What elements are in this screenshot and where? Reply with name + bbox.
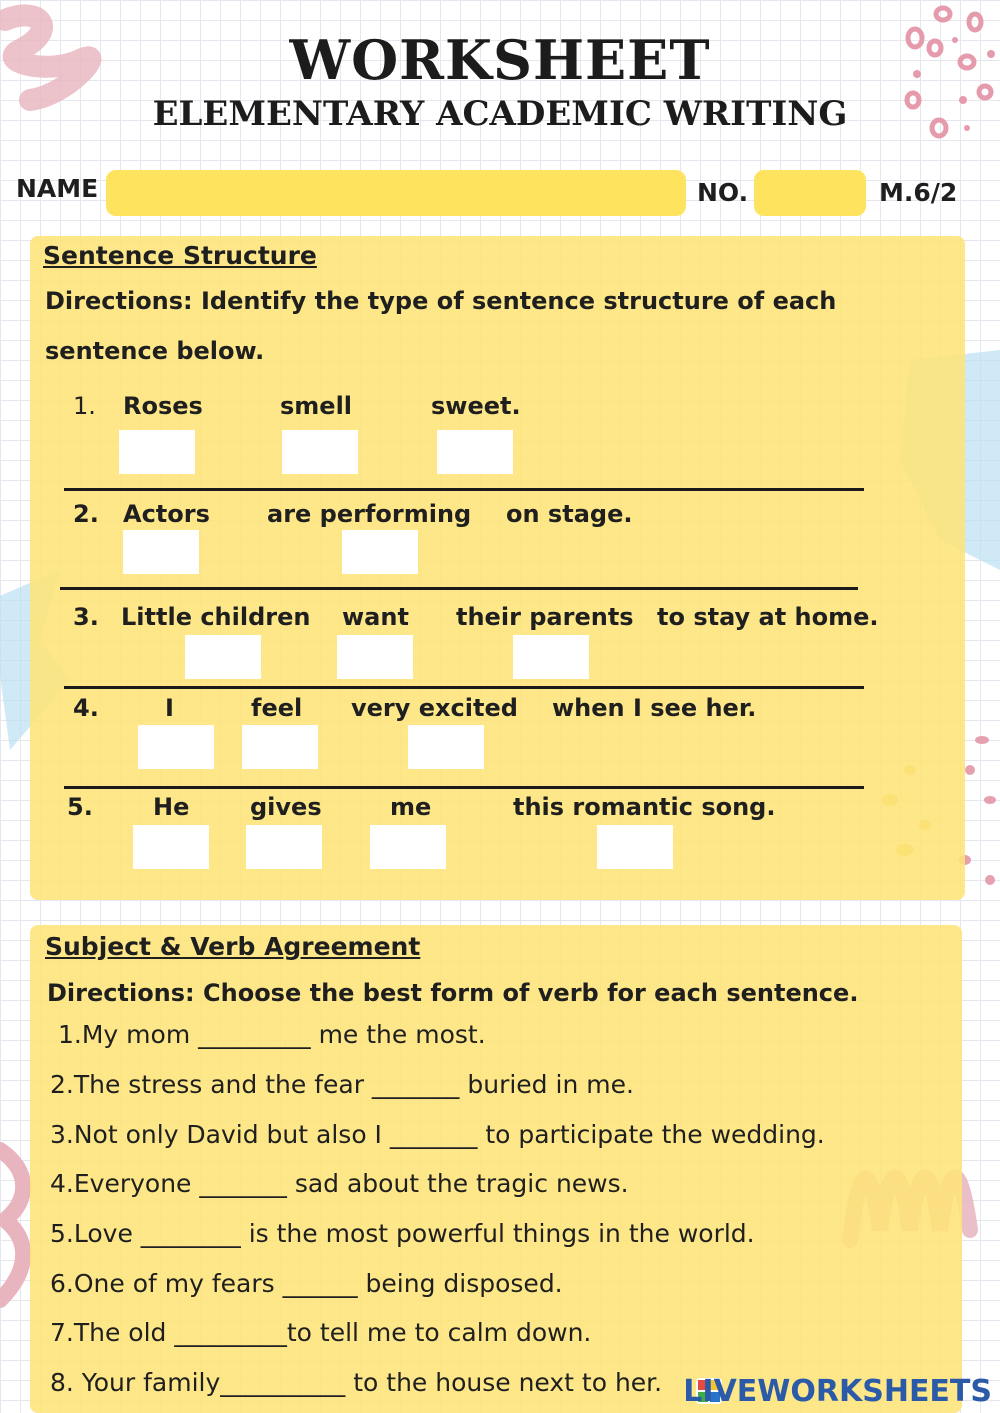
sentence-part: very excited — [351, 694, 518, 722]
question-number: 4. — [50, 1169, 74, 1198]
divider — [64, 686, 864, 689]
question-row — [50, 1269, 563, 1298]
sentence-part: are performing — [267, 500, 472, 528]
answer-box[interactable] — [437, 430, 513, 474]
class-label: M.6/2 — [879, 178, 958, 207]
sentence-part: their parents — [456, 603, 634, 631]
question-row — [50, 1219, 755, 1248]
item-number: 3. — [73, 603, 99, 631]
sentence-part: want — [342, 603, 409, 631]
question-text: My mom _________ me the most. — [81, 1020, 486, 1049]
answer-box[interactable] — [597, 825, 673, 869]
answer-box[interactable] — [123, 530, 199, 574]
answer-box[interactable] — [342, 530, 418, 574]
directions-line-1: Directions: Identify the type of sentence structure of each — [45, 287, 837, 315]
sentence-part: gives — [250, 793, 322, 821]
question-row — [50, 1120, 825, 1149]
answer-box[interactable] — [370, 825, 446, 869]
sentence-part: feel — [251, 694, 303, 722]
divider — [64, 786, 864, 789]
question-number: 2. — [50, 1070, 74, 1099]
sentence-part: Roses — [123, 392, 203, 420]
name-input[interactable] — [106, 170, 686, 216]
question-text: Love ________ is the most powerful things in the world. — [73, 1219, 755, 1248]
sentence-part: to stay at home. — [657, 603, 879, 631]
answer-box[interactable] — [133, 825, 209, 869]
name-label: NAME — [16, 174, 99, 203]
sentence-part: sweet. — [431, 392, 521, 420]
sentence-part: smell — [280, 392, 353, 420]
sentence-part: Little children — [121, 603, 311, 631]
sentence-part: me — [390, 793, 432, 821]
question-row — [50, 1368, 662, 1397]
section-title-sentence-structure: Sentence Structure — [43, 241, 317, 270]
sentence-part: Actors — [123, 500, 210, 528]
answer-box[interactable] — [119, 430, 195, 474]
question-number: 5. — [50, 1219, 74, 1248]
number-label: NO. — [697, 178, 749, 207]
question-text: The stress and the fear _______ buried in me. — [73, 1070, 634, 1099]
answer-box[interactable] — [246, 825, 322, 869]
sentence-part: on stage. — [506, 500, 633, 528]
answer-box[interactable] — [337, 635, 413, 679]
sentence-part: when I see her. — [552, 694, 757, 722]
question-number: 6. — [50, 1269, 74, 1298]
question-number: 3. — [50, 1120, 74, 1149]
answer-box[interactable] — [138, 725, 214, 769]
liveworksheets-logo-text: LIVEWORKSHEETS — [683, 1374, 992, 1409]
section-title-subject-verb: Subject & Verb Agreement — [45, 932, 421, 961]
item-number: 2. — [73, 500, 99, 528]
sentence-part: He — [153, 793, 190, 821]
question-text: One of my fears ______ being disposed. — [73, 1269, 563, 1298]
item-number: 1. — [73, 392, 96, 420]
worksheet-title: WORKSHEET — [289, 28, 711, 92]
number-input[interactable] — [754, 170, 866, 216]
answer-box[interactable] — [408, 725, 484, 769]
answer-box[interactable] — [282, 430, 358, 474]
divider — [60, 587, 858, 590]
question-text: Not only David but also I _______ to participate the wedding. — [73, 1120, 825, 1149]
divider — [64, 488, 864, 491]
item-number: 4. — [73, 694, 99, 722]
question-row — [58, 1020, 486, 1049]
answer-box[interactable] — [242, 725, 318, 769]
question-number: 7. — [50, 1318, 74, 1347]
directions-subject-verb: Directions: Choose the best form of verb for each sentence. — [47, 979, 859, 1007]
question-text: Everyone _______ sad about the tragic news. — [73, 1169, 629, 1198]
question-row — [50, 1070, 634, 1099]
worksheet-subtitle: ELEMENTARY ACADEMIC WRITING — [152, 94, 848, 134]
question-row — [50, 1318, 591, 1347]
question-text: The old _________to tell me to calm down. — [73, 1318, 592, 1347]
sentence-part: this romantic song. — [513, 793, 776, 821]
directions-line-2: sentence below. — [45, 337, 265, 365]
question-row — [50, 1169, 629, 1198]
answer-box[interactable] — [185, 635, 261, 679]
question-text: Your family__________ to the house next to her. — [73, 1368, 663, 1397]
item-number: 5. — [67, 793, 93, 821]
answer-box[interactable] — [513, 635, 589, 679]
sentence-part: I — [165, 694, 174, 722]
question-number: 1. — [58, 1020, 82, 1049]
question-number: 8. — [50, 1368, 74, 1397]
